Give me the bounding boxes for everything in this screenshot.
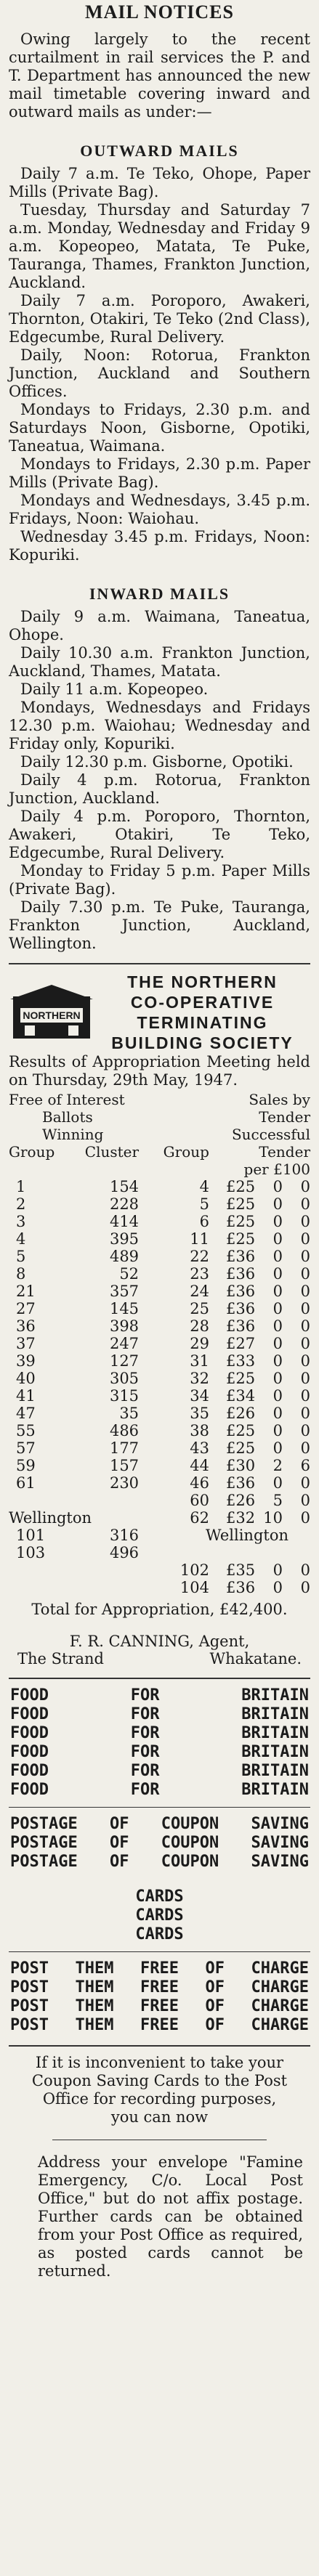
table-cell: 0: [300, 1405, 310, 1422]
table-cell: 5: [272, 1492, 283, 1509]
ad-word: POSTAGE: [10, 1815, 78, 1833]
table-cell: 34: [190, 1387, 209, 1405]
table-cell: £25: [226, 1439, 256, 1457]
header-cell: Tender: [259, 1143, 310, 1161]
table-cell: 103: [16, 1544, 46, 1561]
table-cell: £25: [226, 1370, 256, 1387]
header-cell: Ballots: [42, 1108, 93, 1126]
table-cell: 41: [16, 1387, 36, 1405]
table-cell: 0: [272, 1579, 283, 1596]
table-cell: £27: [226, 1335, 256, 1352]
table-cell: 0: [300, 1352, 310, 1370]
outward-item: Daily 7 a.m. Poroporo, Awakeri, Thornton, Otakiri, Te Teko (2nd Class), Edgecumbe, Rural Delivery.: [9, 292, 310, 346]
table-header-row: [9, 1161, 310, 1178]
table-cell: 0: [300, 1195, 310, 1213]
table-header-row: [9, 1091, 310, 1108]
table-row: [9, 1405, 310, 1422]
inward-item: Daily 9 a.m. Waimana, Taneatua, Ohope.: [9, 608, 310, 643]
ad-word: FOR: [130, 1686, 160, 1705]
table-cell: £36: [226, 1265, 256, 1283]
address-instructions: Address your envelope "Famine Emergency, C/o. Local Post Office," but do not affix postage. Further cards can be obtained from your Post Office as required, as posted cards cannot be returned.: [38, 2153, 303, 2280]
table-cell: 8: [16, 1265, 26, 1283]
table-cell: 0: [300, 1213, 310, 1230]
table-cell: 228: [109, 1195, 140, 1213]
table-cell: 145: [109, 1300, 140, 1317]
table-cell: 395: [109, 1230, 140, 1248]
post-row: [9, 1997, 310, 2016]
address-town: Whakatane.: [209, 1650, 302, 1667]
outward-list: [9, 165, 310, 564]
food-for-britain-ad: [9, 1686, 310, 2035]
society-name: [94, 972, 310, 1053]
table-cell: 61: [16, 1474, 36, 1492]
food-row: [9, 1686, 310, 1705]
cards-row: CARDS: [135, 1925, 184, 1943]
inward-item: Daily 7.30 p.m. Te Puke, Tauranga, Frankton Junction, Auckland, Wellington.: [9, 898, 310, 952]
section-divider: [9, 1678, 310, 1679]
ad-word: BRITAIN: [241, 1724, 309, 1742]
ad-word: THEM: [75, 1997, 114, 2015]
ad-word: POST: [10, 1978, 49, 1996]
table-cell: Wellington: [9, 1509, 92, 1527]
table-cell: 0: [272, 1283, 283, 1300]
table-row: [9, 1387, 310, 1405]
table-row: [9, 1352, 310, 1370]
table-cell: £33: [226, 1352, 256, 1370]
ad-word: FREE: [140, 1978, 179, 1996]
table-cell: 0: [272, 1370, 283, 1387]
table-cell: 157: [109, 1457, 140, 1474]
table-row: [9, 1195, 310, 1213]
table-cell: £36: [226, 1317, 256, 1335]
society-header: [9, 972, 310, 1053]
society-logo-icon: [9, 983, 94, 1041]
table-cell: 44: [190, 1457, 209, 1474]
table-cell: 0: [300, 1474, 310, 1492]
table-cell: 36: [16, 1317, 36, 1335]
table-cell: 102: [179, 1561, 209, 1579]
table-cell: 0: [272, 1265, 283, 1283]
table-cell: 0: [272, 1405, 283, 1422]
post-row: [9, 1959, 310, 1978]
food-row: [9, 1781, 310, 1800]
table-cell: 0: [300, 1509, 310, 1527]
header-cell: Group: [9, 1143, 55, 1161]
address-street: The Strand: [17, 1650, 104, 1667]
header-cell: Cluster: [84, 1143, 140, 1161]
table-cell: 398: [109, 1317, 140, 1335]
table-cell: 177: [109, 1439, 140, 1457]
appropriation-total: Total for Appropriation, £42,400.: [31, 1601, 288, 1618]
table-cell: 40: [16, 1370, 36, 1387]
ad-word: POST: [10, 1997, 49, 2015]
ad-word: FOR: [130, 1705, 160, 1723]
ad-word: POST: [10, 2016, 49, 2034]
table-cell: 11: [190, 1230, 209, 1248]
table-cell: 305: [109, 1370, 140, 1387]
table-cell: £34: [226, 1387, 256, 1405]
table-cell: 357: [109, 1283, 140, 1300]
table-row: [9, 1370, 310, 1387]
ad-word: FOR: [130, 1781, 160, 1799]
ad-word: COUPON: [161, 1834, 219, 1852]
table-cell: 59: [16, 1457, 36, 1474]
ad-word: COUPON: [161, 1853, 219, 1871]
table-cell: 22: [190, 1248, 209, 1265]
ad-divider: [9, 1807, 310, 1808]
inward-heading: INWARD MAILS: [89, 585, 230, 603]
table-cell: 0: [272, 1422, 283, 1439]
table-cell: 0: [300, 1248, 310, 1265]
header-cell: Tender: [259, 1108, 310, 1126]
table-cell: 46: [190, 1474, 209, 1492]
table-cell: 0: [272, 1335, 283, 1352]
postage-row: [9, 1834, 310, 1853]
table-cell: 0: [272, 1561, 283, 1579]
table-cell: 496: [109, 1544, 140, 1561]
outward-item: Mondays to Fridays, 2.30 p.m. Paper Mills (Private Bag).: [9, 455, 310, 491]
food-rows: [9, 1686, 310, 1800]
table-cell: 486: [109, 1422, 140, 1439]
ad-word: BRITAIN: [241, 1686, 309, 1705]
section-divider: [9, 2045, 310, 2047]
table-cell: 0: [300, 1422, 310, 1439]
inward-item: Monday to Friday 5 p.m. Paper Mills (Private Bag).: [9, 862, 310, 898]
table-cell: 43: [190, 1439, 209, 1457]
table-cell: 29: [190, 1335, 209, 1352]
ad-divider: [9, 1951, 310, 1952]
table-cell: £26: [226, 1492, 256, 1509]
cards-rows: [9, 1888, 310, 1944]
postage-row: [9, 1853, 310, 1872]
header-cell: Group: [163, 1143, 209, 1161]
table-cell: 1: [16, 1178, 26, 1195]
society-name-line: CO-OPERATIVE: [130, 993, 275, 1012]
table-cell: 0: [300, 1178, 310, 1195]
table-cell: 316: [109, 1527, 140, 1544]
table-cell: 0: [300, 1492, 310, 1509]
table-cell: 39: [16, 1352, 36, 1370]
ad-word: CHARGE: [251, 1959, 309, 1978]
table-cell: 24: [190, 1283, 209, 1300]
society-name-line: TERMINATING: [137, 1013, 268, 1032]
table-header-row: [9, 1143, 310, 1161]
table-cell: 4: [16, 1230, 26, 1248]
table-row: [9, 1230, 310, 1248]
table-cell: 2: [272, 1457, 283, 1474]
table-cell: 35: [190, 1405, 209, 1422]
notice-paragraph: If it is inconvenient to take your Coupon Saving Cards to the Post Office for recording purposes, you can now: [31, 2054, 288, 2126]
table-row: [9, 1300, 310, 1317]
table-cell: 37: [16, 1335, 36, 1352]
table-row: [9, 1213, 310, 1230]
ad-word: FOR: [130, 1724, 160, 1742]
table-cell: 2: [16, 1195, 26, 1213]
ad-word: OF: [109, 1834, 129, 1852]
ad-word: FOR: [130, 1762, 160, 1780]
table-cell: £36: [226, 1283, 256, 1300]
table-cell: 28: [190, 1317, 209, 1335]
ad-word: FOR: [130, 1743, 160, 1761]
header-cell: Sales by: [249, 1091, 310, 1108]
outward-item: Mondays to Fridays, 2.30 p.m. and Saturdays Noon, Gisborne, Opotiki, Taneatua, Waimana.: [9, 401, 310, 455]
table-cell: £32: [226, 1509, 256, 1527]
table-cell: 0: [272, 1352, 283, 1370]
ad-word: OF: [205, 1978, 225, 1996]
cards-row: CARDS: [135, 1888, 184, 1906]
ad-word: FOOD: [10, 1743, 49, 1761]
table-cell: 21: [16, 1283, 36, 1300]
food-row: [9, 1762, 310, 1781]
outward-item: Wednesday 3.45 p.m. Fridays, Noon: Kopuriki.: [9, 528, 310, 564]
table-cell: £36: [226, 1579, 256, 1596]
page-title: MAIL NOTICES: [85, 1, 234, 23]
table-cell: 6: [300, 1457, 310, 1474]
table-cell: 0: [272, 1317, 283, 1335]
outward-item: Daily 7 a.m. Te Teko, Ohope, Paper Mills (Private Bag).: [9, 165, 310, 200]
table-cell: 0: [300, 1387, 310, 1405]
table-row: [9, 1561, 310, 1579]
table-cell: 0: [300, 1317, 310, 1335]
table-cell: 0: [272, 1474, 283, 1492]
table-cell: 0: [300, 1579, 310, 1596]
society-name-line: THE NORTHERN: [127, 972, 278, 991]
inward-list: [9, 608, 310, 953]
cards-row: CARDS: [135, 1906, 184, 1925]
table-cell: 4: [199, 1178, 209, 1195]
table-cell: 25: [190, 1300, 209, 1317]
inward-item: Daily 4 p.m. Poroporo, Thornton, Awakeri, Otakiri, Te Teko, Edgecumbe, Rural Delivery.: [9, 808, 310, 861]
table-cell: 6: [199, 1213, 209, 1230]
table-cell: £25: [226, 1195, 256, 1213]
section-divider: [9, 963, 310, 964]
agent-name: F. R. CANNING, Agent,: [69, 1633, 250, 1650]
ad-word: OF: [205, 1959, 225, 1978]
table-row: [9, 1178, 310, 1195]
table-cell: 55: [16, 1422, 36, 1439]
table-row: [9, 1422, 310, 1439]
table-row: [9, 1265, 310, 1283]
table-cell: 0: [300, 1439, 310, 1457]
ad-word: FOOD: [10, 1705, 49, 1723]
table-cell: [9, 1492, 70, 1509]
table-cell: £25: [226, 1178, 256, 1195]
table-cell: 0: [300, 1283, 310, 1300]
table-cell: 23: [190, 1265, 209, 1283]
header-cell: Successful: [231, 1126, 310, 1143]
society-name-line: BUILDING SOCIETY: [111, 1033, 294, 1052]
table-cell: 101: [16, 1527, 46, 1544]
table-row: [9, 1509, 310, 1527]
table-row: [9, 1283, 310, 1300]
table-row: [9, 1335, 310, 1352]
table-cell: 0: [272, 1300, 283, 1317]
ad-word: THEM: [75, 1959, 114, 1978]
ad-word: OF: [205, 1997, 225, 2015]
agent-address: [9, 1650, 310, 1667]
table-cell: 0: [300, 1230, 310, 1248]
table-cell: £25: [226, 1422, 256, 1439]
intro-paragraph: Owing largely to the recent curtailment in rail services the P. and T. Department has announced the new mail timetable covering inward and outward mails as under:—: [9, 31, 310, 121]
ad-word: CHARGE: [251, 2016, 309, 2034]
table-cell: 0: [300, 1265, 310, 1283]
ad-word: FOOD: [10, 1686, 49, 1705]
table-cell: 0: [300, 1370, 310, 1387]
inward-item: Daily 12.30 p.m. Gisborne, Opotiki.: [20, 753, 294, 771]
ad-word: BRITAIN: [241, 1743, 309, 1761]
ad-word: COUPON: [161, 1815, 219, 1833]
table-cell: 60: [190, 1492, 209, 1509]
ad-word: FOOD: [10, 1762, 49, 1780]
table-cell: 27: [16, 1300, 36, 1317]
table-cell: 10: [263, 1509, 283, 1527]
table-row: [9, 1474, 310, 1492]
table-cell: 489: [109, 1248, 140, 1265]
ad-word: POSTAGE: [10, 1834, 78, 1852]
table-cell: 57: [16, 1439, 36, 1457]
post-row: [9, 2016, 310, 2035]
food-row: [9, 1724, 310, 1743]
table-cell: 0: [272, 1195, 283, 1213]
table-cell: 0: [272, 1248, 283, 1265]
ad-word: FREE: [140, 1997, 179, 2015]
table-cell: 247: [109, 1335, 140, 1352]
table-cell: 47: [16, 1405, 36, 1422]
table-cell: Wellington: [205, 1527, 288, 1544]
postage-rows: [9, 1815, 310, 1872]
inward-item: Daily 11 a.m. Kopeopeo.: [20, 680, 209, 698]
table-cell: 5: [16, 1248, 26, 1265]
ad-word: THEM: [75, 1978, 114, 1996]
table-cell: 0: [300, 1561, 310, 1579]
ad-word: CHARGE: [251, 1997, 309, 2015]
ad-word: THEM: [75, 2016, 114, 2034]
appropriation-table: [9, 1091, 310, 1596]
ad-word: BRITAIN: [241, 1781, 309, 1799]
table-row: [9, 1544, 310, 1561]
table-cell: 230: [109, 1474, 140, 1492]
ad-word: OF: [205, 2016, 225, 2034]
table-header-row: [9, 1126, 310, 1143]
table-row: [9, 1492, 310, 1509]
outward-item: Tuesday, Thursday and Saturday 7 a.m. Monday, Wednesday and Friday 9 a.m. Kopeopeo, Matata, Te Puke, Tauranga, Thames, Frankton Junction, Auckland.: [9, 201, 310, 291]
ad-word: FREE: [140, 2016, 179, 2034]
table-cell: 32: [190, 1370, 209, 1387]
table-cell: 104: [179, 1579, 209, 1596]
post-row: [9, 1978, 310, 1997]
ad-word: OF: [109, 1815, 129, 1833]
food-row: [9, 1705, 310, 1724]
table-cell: 38: [190, 1422, 209, 1439]
table-cell: 154: [109, 1178, 140, 1195]
table-cell: 31: [190, 1352, 209, 1370]
ad-word: FOOD: [10, 1781, 49, 1799]
outward-heading: OUTWARD MAILS: [80, 142, 239, 160]
postage-row: [9, 1815, 310, 1834]
table-cell: 35: [119, 1405, 140, 1422]
table-row: [9, 1579, 310, 1596]
ad-word: BRITAIN: [241, 1705, 309, 1723]
table-cell: £35: [226, 1561, 256, 1579]
ad-word: OF: [109, 1853, 129, 1871]
table-row: [9, 1248, 310, 1265]
table-cell: 0: [272, 1178, 283, 1195]
table-row: [9, 1317, 310, 1335]
table-cell: 414: [109, 1213, 140, 1230]
inward-item: Daily 4 p.m. Rotorua, Frankton Junction, Auckland.: [9, 771, 310, 807]
header-cell: per £100: [243, 1161, 310, 1178]
inward-item: Mondays, Wednesdays and Fridays 12.30 p.m. Waiohau; Wednesday and Friday only, Kopuriki.: [9, 699, 310, 752]
table-cell: 0: [272, 1230, 283, 1248]
table-cell: 0: [272, 1439, 283, 1457]
table-header-row: [9, 1108, 310, 1126]
post-rows: [9, 1959, 310, 2035]
table-cell: £30: [226, 1457, 256, 1474]
table-cell: 5: [199, 1195, 209, 1213]
results-line: Results of Appropriation Meeting held on Thursday, 29th May, 1947.: [9, 1053, 310, 1089]
table-cell: £26: [226, 1405, 256, 1422]
table-cell: 0: [300, 1335, 310, 1352]
logo-text: NORTHERN: [23, 1009, 81, 1021]
ad-word: CHARGE: [251, 1978, 309, 1996]
table-row: [9, 1439, 310, 1457]
table-cell: 127: [109, 1352, 140, 1370]
header-cell: Free of Interest: [9, 1091, 125, 1108]
table-cell: 0: [272, 1213, 283, 1230]
ad-word: FOOD: [10, 1724, 49, 1742]
table-cell: 0: [272, 1387, 283, 1405]
table-cell: [70, 1492, 139, 1509]
inward-item: Daily 10.30 a.m. Frankton Junction, Auckland, Thames, Matata.: [9, 644, 310, 680]
outward-item: Daily, Noon: Rotorua, Frankton Junction, Auckland and Southern Offices.: [9, 346, 310, 400]
ad-word: FREE: [140, 1959, 179, 1978]
ad-word: POST: [10, 1959, 49, 1978]
table-cell: £25: [226, 1230, 256, 1248]
table-row: [9, 1457, 310, 1474]
outward-item: Mondays and Wednesdays, 3.45 p.m. Fridays, Noon: Waiohau.: [9, 492, 310, 527]
header-cell: Winning: [42, 1126, 104, 1143]
table-body: [9, 1178, 310, 1509]
table-cell: 315: [109, 1387, 140, 1405]
table-row: [9, 1527, 310, 1544]
table-cell: £36: [226, 1300, 256, 1317]
table-cell: £36: [226, 1474, 256, 1492]
table-cell: £25: [226, 1213, 256, 1230]
table-cell: 3: [16, 1213, 26, 1230]
ad-word: SAVING: [251, 1834, 309, 1852]
ad-word: BRITAIN: [241, 1762, 309, 1780]
ad-word: SAVING: [251, 1815, 309, 1833]
table-cell: £36: [226, 1248, 256, 1265]
table-cell: 52: [119, 1265, 140, 1283]
ad-word: SAVING: [251, 1853, 309, 1871]
table-cell: 0: [300, 1300, 310, 1317]
mail-notices-column: [9, 0, 310, 2280]
ad-word: POSTAGE: [10, 1853, 78, 1871]
food-row: [9, 1743, 310, 1762]
table-cell: 62: [190, 1509, 209, 1527]
